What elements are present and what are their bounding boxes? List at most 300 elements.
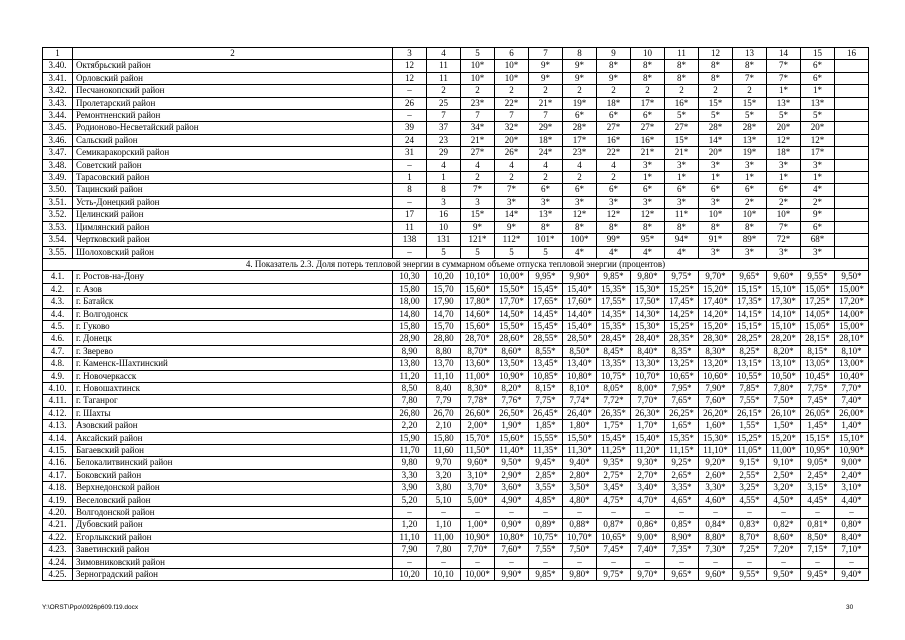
value-cell: 26,20* — [699, 407, 733, 419]
row-name-cell: Багаевский район — [73, 445, 393, 457]
value-cell: 13* — [529, 209, 563, 221]
value-cell: 15,40* — [563, 283, 597, 295]
value-cell: 9,25* — [665, 457, 699, 469]
value-cell — [835, 246, 869, 258]
value-cell: 9,55* — [733, 569, 767, 581]
value-cell: 11 — [427, 60, 461, 72]
value-cell: 9,10* — [767, 457, 801, 469]
value-cell: 6* — [801, 221, 835, 233]
row-number-cell: 3.47. — [43, 147, 73, 159]
table-row — [43, 482, 869, 494]
value-cell: 19* — [563, 97, 597, 109]
row-number-cell: 4.10. — [43, 382, 73, 394]
row-name-cell: Пролетарский район — [73, 97, 393, 109]
value-cell: 7,74* — [563, 395, 597, 407]
value-cell: 9 — [597, 48, 631, 60]
value-cell: 17,65* — [529, 296, 563, 308]
value-cell: 13,45* — [529, 358, 563, 370]
value-cell: 18* — [529, 134, 563, 146]
value-cell: 4 — [495, 159, 529, 171]
row-number-cell: 4.1. — [43, 271, 73, 283]
value-cell: 112* — [495, 234, 529, 246]
value-cell: 14* — [699, 134, 733, 146]
value-cell: 14,40* — [563, 308, 597, 320]
value-cell: 15,25* — [665, 320, 699, 332]
value-cell: 9,20* — [699, 457, 733, 469]
value-cell: 3* — [665, 196, 699, 208]
value-cell: 7 — [529, 48, 563, 60]
value-cell: 20* — [801, 122, 835, 134]
row-number-cell: 4.8. — [43, 358, 73, 370]
value-cell: 27* — [597, 122, 631, 134]
table-row — [43, 196, 869, 208]
value-cell: 15,05* — [801, 320, 835, 332]
value-cell: 1* — [767, 85, 801, 97]
row-name-cell: г. Гуково — [73, 320, 393, 332]
footer-file-path: Y:\ORST\Ppo\0926p609.f19.docx — [42, 604, 139, 611]
row-name-cell: Сальский район — [73, 134, 393, 146]
row-name-cell: Советский район — [73, 159, 393, 171]
value-cell: 6* — [597, 184, 631, 196]
value-cell: 9,85* — [529, 569, 563, 581]
value-cell: 5* — [767, 110, 801, 122]
value-cell: 11,10 — [393, 531, 427, 543]
row-number-cell: 3.45. — [43, 122, 73, 134]
value-cell: – — [733, 507, 767, 519]
value-cell: 28,60* — [495, 333, 529, 345]
value-cell: 28,30* — [699, 333, 733, 345]
row-number-cell: 3.43. — [43, 97, 73, 109]
value-cell: 13* — [767, 97, 801, 109]
value-cell: 7,60* — [495, 544, 529, 556]
value-cell: 15* — [461, 209, 495, 221]
value-cell: 2 — [529, 172, 563, 184]
value-cell: 8* — [699, 221, 733, 233]
value-cell: 26,05* — [801, 407, 835, 419]
value-cell: 4,70* — [631, 494, 665, 506]
value-cell: 10* — [767, 209, 801, 221]
row-name-cell: г. Новочеркасск — [73, 370, 393, 382]
value-cell: 15,00* — [835, 283, 869, 295]
value-cell: 3* — [767, 159, 801, 171]
value-cell: 2 — [665, 85, 699, 97]
value-cell: 14,25* — [665, 308, 699, 320]
value-cell: – — [631, 556, 665, 568]
value-cell — [835, 60, 869, 72]
value-cell: 0,81* — [801, 519, 835, 531]
row-name-cell: Чертковский район — [73, 234, 393, 246]
value-cell: 6* — [563, 110, 597, 122]
value-cell: 4,45* — [801, 494, 835, 506]
row-name-cell: Азовский район — [73, 420, 393, 432]
value-cell: 10,70* — [563, 531, 597, 543]
value-cell: 2 — [461, 172, 495, 184]
value-cell: 11 — [393, 221, 427, 233]
value-cell: 15,30* — [631, 320, 665, 332]
row-name-cell: Песчанокопский район — [73, 85, 393, 97]
value-cell: 8* — [597, 221, 631, 233]
value-cell: 1,70* — [631, 420, 665, 432]
value-cell: 100* — [563, 234, 597, 246]
value-cell: 21* — [665, 147, 699, 159]
value-cell: 14 — [767, 48, 801, 60]
value-cell: 12 — [699, 48, 733, 60]
value-cell: 15,35* — [597, 320, 631, 332]
value-cell: 4 — [461, 159, 495, 171]
value-cell: 15,90 — [393, 432, 427, 444]
value-cell: 0,80* — [835, 519, 869, 531]
value-cell: 15,70* — [461, 432, 495, 444]
value-cell: 26,25* — [665, 407, 699, 419]
value-cell: 13,40* — [563, 358, 597, 370]
value-cell: 8,20* — [495, 382, 529, 394]
value-cell: 5,20 — [393, 494, 427, 506]
value-cell: 32* — [495, 122, 529, 134]
value-cell: – — [393, 85, 427, 97]
value-cell: 17 — [393, 209, 427, 221]
table-row — [43, 184, 869, 196]
value-cell: 7,25* — [733, 544, 767, 556]
value-cell: 2 — [495, 172, 529, 184]
value-cell: 15* — [665, 134, 699, 146]
table-row — [43, 283, 869, 295]
value-cell: 0,90* — [495, 519, 529, 531]
row-name-cell: Верхнедонской район — [73, 482, 393, 494]
value-cell: 3,30 — [393, 469, 427, 481]
value-cell: 16 — [835, 48, 869, 60]
value-cell: 13,30* — [631, 358, 665, 370]
value-cell: 7,55* — [529, 544, 563, 556]
value-cell: 27* — [461, 147, 495, 159]
value-cell: 15,60* — [461, 320, 495, 332]
value-cell: 7,15* — [801, 544, 835, 556]
value-cell: 2 — [427, 85, 461, 97]
value-cell: 10 — [631, 48, 665, 60]
value-cell: 3* — [563, 196, 597, 208]
value-cell: 9,40* — [563, 457, 597, 469]
value-cell: 8* — [665, 60, 699, 72]
value-cell: 1* — [801, 85, 835, 97]
row-name-cell: г. Зверево — [73, 345, 393, 357]
table-row — [43, 432, 869, 444]
value-cell: 7,70* — [461, 544, 495, 556]
value-cell: – — [597, 556, 631, 568]
table-row — [43, 271, 869, 283]
value-cell: 13* — [733, 134, 767, 146]
value-cell: – — [495, 556, 529, 568]
value-cell: 10,50* — [767, 370, 801, 382]
value-cell: 16* — [597, 134, 631, 146]
value-cell: 9,50* — [495, 457, 529, 469]
value-cell: 6* — [801, 72, 835, 84]
value-cell: 18,00 — [393, 296, 427, 308]
value-cell: 0,86* — [631, 519, 665, 531]
value-cell: 10,00* — [461, 569, 495, 581]
value-cell: 138 — [393, 234, 427, 246]
value-cell: 7* — [733, 72, 767, 84]
value-cell: 7,90* — [699, 382, 733, 394]
value-cell: 15,30* — [699, 432, 733, 444]
value-cell: 15,45* — [529, 283, 563, 295]
value-cell: 3,80 — [427, 482, 461, 494]
row-number-cell: 4.25. — [43, 569, 73, 581]
table-row — [43, 531, 869, 543]
value-cell: 18* — [767, 147, 801, 159]
value-cell: – — [699, 507, 733, 519]
value-cell: 2,10 — [427, 420, 461, 432]
value-cell: 11,05* — [733, 445, 767, 457]
value-cell: 3,70* — [461, 482, 495, 494]
value-cell: 9,45* — [529, 457, 563, 469]
value-cell: 17,35* — [733, 296, 767, 308]
value-cell: 15,60* — [495, 432, 529, 444]
row-name-cell: Цимлянский район — [73, 221, 393, 233]
value-cell: 19* — [733, 147, 767, 159]
value-cell: 94* — [665, 234, 699, 246]
value-cell: 26,45* — [529, 407, 563, 419]
value-cell: 5 — [461, 48, 495, 60]
value-cell: 2,55* — [733, 469, 767, 481]
value-cell: 3,60* — [495, 482, 529, 494]
value-cell: 39 — [393, 122, 427, 134]
value-cell: 14,45* — [529, 308, 563, 320]
row-number-cell: 4.23. — [43, 544, 73, 556]
row-number-cell: 4.12. — [43, 407, 73, 419]
value-cell: 21* — [461, 134, 495, 146]
value-cell: 14,35* — [597, 308, 631, 320]
value-cell: 5 — [495, 246, 529, 258]
value-cell: 11 — [427, 72, 461, 84]
value-cell: 26,10* — [767, 407, 801, 419]
value-cell: 0,83* — [733, 519, 767, 531]
value-cell: 5 — [461, 246, 495, 258]
value-cell: – — [529, 507, 563, 519]
value-cell: 13,05* — [801, 358, 835, 370]
row-name-cell: Заветинский район — [73, 544, 393, 556]
value-cell: 2,65* — [665, 469, 699, 481]
value-cell: 10,90* — [461, 531, 495, 543]
value-cell: 3,25* — [733, 482, 767, 494]
value-cell: 9,95* — [529, 271, 563, 283]
value-cell: 2,00* — [461, 420, 495, 432]
value-cell: 11,70 — [393, 445, 427, 457]
table-row — [43, 569, 869, 581]
value-cell: – — [665, 556, 699, 568]
row-number-cell: 4.24. — [43, 556, 73, 568]
table-row — [43, 320, 869, 332]
value-cell: 12* — [801, 134, 835, 146]
value-cell: 22* — [495, 97, 529, 109]
row-number-cell: 3.48. — [43, 159, 73, 171]
value-cell: 26,00* — [835, 407, 869, 419]
value-cell: 9,80* — [631, 271, 665, 283]
value-cell: 24 — [393, 134, 427, 146]
value-cell: 10 — [427, 221, 461, 233]
value-cell: 8,40* — [835, 531, 869, 543]
value-cell: 1,45* — [801, 420, 835, 432]
table-row — [43, 97, 869, 109]
value-cell: 10,80* — [563, 370, 597, 382]
value-cell: 1,60* — [699, 420, 733, 432]
value-cell: 7,75* — [801, 382, 835, 394]
value-cell: – — [563, 507, 597, 519]
value-cell: 2* — [801, 196, 835, 208]
value-cell: – — [393, 196, 427, 208]
value-cell: 7,45* — [801, 395, 835, 407]
value-cell: 37 — [427, 122, 461, 134]
value-cell: 17* — [631, 97, 665, 109]
row-number-cell: 4.11. — [43, 395, 73, 407]
value-cell: 15,05* — [801, 283, 835, 295]
value-cell: 10* — [495, 60, 529, 72]
value-cell: 22* — [597, 147, 631, 159]
row-number-cell: 4.18. — [43, 482, 73, 494]
table-row — [43, 308, 869, 320]
value-cell: 99* — [597, 234, 631, 246]
value-cell: 11,15* — [665, 445, 699, 457]
table-row — [43, 358, 869, 370]
table-row — [43, 85, 869, 97]
value-cell: 15,35* — [597, 283, 631, 295]
row-name-cell: Зерноградский район — [73, 569, 393, 581]
row-name-cell: Орловский район — [73, 72, 393, 84]
table-row — [43, 507, 869, 519]
value-cell: 1* — [665, 172, 699, 184]
value-cell: 5* — [699, 110, 733, 122]
table-row — [43, 556, 869, 568]
row-number-cell: 3.40. — [43, 60, 73, 72]
value-cell: 4* — [631, 246, 665, 258]
value-cell: 8,20* — [767, 345, 801, 357]
value-cell: 1,75* — [597, 420, 631, 432]
value-cell: 28,50* — [563, 333, 597, 345]
value-cell: 14,20* — [699, 308, 733, 320]
value-cell: 1* — [699, 172, 733, 184]
value-cell: – — [631, 507, 665, 519]
value-cell: 15,80 — [393, 320, 427, 332]
value-cell: 28,70* — [461, 333, 495, 345]
value-cell: 9,05* — [801, 457, 835, 469]
value-cell: 17,30* — [767, 296, 801, 308]
value-cell: 13,00* — [835, 358, 869, 370]
value-cell: 6* — [631, 110, 665, 122]
value-cell: 5* — [801, 110, 835, 122]
value-cell: 15,45* — [529, 320, 563, 332]
value-cell: 4,50* — [767, 494, 801, 506]
value-cell: 26,40* — [563, 407, 597, 419]
value-cell: 27* — [665, 122, 699, 134]
value-cell: 8* — [699, 72, 733, 84]
indicator-table — [42, 47, 869, 581]
value-cell: 28,80 — [427, 333, 461, 345]
section-title-row — [43, 258, 869, 270]
value-cell: 1,40* — [835, 420, 869, 432]
row-number-cell: 3.52. — [43, 209, 73, 221]
value-cell: 9* — [563, 60, 597, 72]
value-cell: 89* — [733, 234, 767, 246]
value-cell: 7 — [495, 110, 529, 122]
value-cell: 8 — [393, 184, 427, 196]
value-cell: 9,80* — [563, 569, 597, 581]
value-cell: 26,70 — [427, 407, 461, 419]
value-cell: 7,20* — [767, 544, 801, 556]
value-cell: 6* — [563, 184, 597, 196]
value-cell: 9,65* — [665, 569, 699, 581]
value-cell: – — [427, 556, 461, 568]
value-cell: 9,00* — [835, 457, 869, 469]
value-cell: 4,85* — [529, 494, 563, 506]
value-cell: 12* — [767, 134, 801, 146]
value-cell: – — [767, 507, 801, 519]
value-cell: 4* — [801, 184, 835, 196]
value-cell: 4,60* — [699, 494, 733, 506]
value-cell: 9* — [801, 209, 835, 221]
value-cell: 6* — [801, 60, 835, 72]
table-row — [43, 457, 869, 469]
value-cell: 15,80 — [393, 283, 427, 295]
value-cell: 8,45* — [597, 345, 631, 357]
value-cell — [835, 221, 869, 233]
value-cell: 10,65* — [597, 531, 631, 543]
value-cell: 10,70* — [631, 370, 665, 382]
value-cell: 9,40* — [835, 569, 869, 581]
value-cell: 4,55* — [733, 494, 767, 506]
value-cell: 26 — [393, 97, 427, 109]
row-number-cell: 4.14. — [43, 432, 73, 444]
row-name-cell: г. Новошахтинск — [73, 382, 393, 394]
value-cell: 15,30* — [631, 283, 665, 295]
row-number-cell: 4.17. — [43, 469, 73, 481]
value-cell: – — [801, 556, 835, 568]
value-cell: 17,45* — [665, 296, 699, 308]
value-cell: 6* — [597, 110, 631, 122]
value-cell: 12* — [597, 209, 631, 221]
value-cell: 15 — [801, 48, 835, 60]
value-cell: 20* — [495, 134, 529, 146]
value-cell: 15* — [733, 97, 767, 109]
value-cell: 3* — [801, 159, 835, 171]
value-cell: 15,20* — [699, 320, 733, 332]
value-cell: 8,55* — [529, 345, 563, 357]
row-number-cell: 4.20. — [43, 507, 73, 519]
row-name-cell: Дубовский район — [73, 519, 393, 531]
value-cell: 17,40* — [699, 296, 733, 308]
value-cell: 15,60* — [461, 283, 495, 295]
table-row — [43, 333, 869, 345]
value-cell: 8,05* — [597, 382, 631, 394]
row-name-cell: Зимовниковский район — [73, 556, 393, 568]
value-cell: 9,00* — [631, 531, 665, 543]
value-cell: 8,80* — [699, 531, 733, 543]
value-cell: 25 — [427, 97, 461, 109]
value-cell: 15,40* — [563, 320, 597, 332]
value-cell: 17,60* — [563, 296, 597, 308]
value-cell: 11,40* — [495, 445, 529, 457]
value-cell: 9,60* — [767, 271, 801, 283]
row-number-cell: 4.5. — [43, 320, 73, 332]
value-cell: 7,65* — [665, 395, 699, 407]
value-cell: 3* — [733, 159, 767, 171]
value-cell: 7,30* — [699, 544, 733, 556]
value-cell: 0,84* — [699, 519, 733, 531]
value-cell: – — [835, 556, 869, 568]
value-cell: 13,35* — [597, 358, 631, 370]
value-cell: 10,30 — [393, 271, 427, 283]
value-cell: 9* — [563, 72, 597, 84]
value-cell: 11 — [665, 48, 699, 60]
value-cell: 23* — [563, 147, 597, 159]
table-row — [43, 544, 869, 556]
